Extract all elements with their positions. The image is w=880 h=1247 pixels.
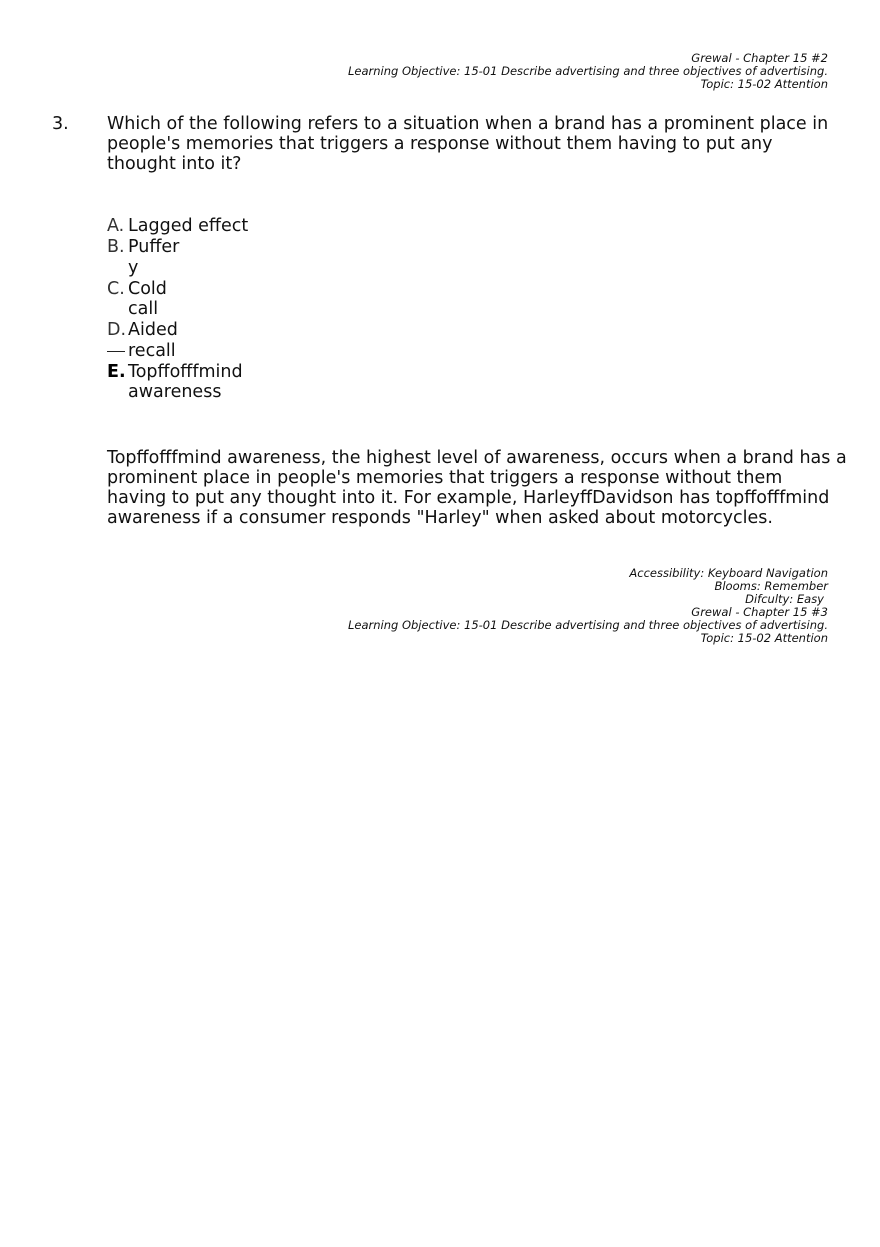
answer-options bbox=[107, 216, 258, 403]
answer-explanation: Topffofffmind awareness, the highest level of awareness, occurs when a brand has a prominent place in people's memories that triggers a response without them having to put any thought into it. For example, HarleyffDavidson has topffofffmind awareness if a consumer responds "Harley" when asked about motorcycles. bbox=[107, 448, 847, 528]
option-letter: C. bbox=[107, 278, 125, 299]
option-d bbox=[107, 320, 258, 361]
accessibility-label: Accessibility: Keyboard Navigation bbox=[629, 566, 828, 580]
option-text: Aided recall bbox=[128, 320, 178, 361]
question-number: 3. bbox=[52, 114, 69, 134]
topic-label: Topic: 15-02 Attention bbox=[700, 631, 828, 645]
footer-metadata bbox=[348, 567, 828, 645]
answer-blank-line bbox=[107, 351, 125, 352]
option-text: Cold call bbox=[128, 278, 167, 319]
option-letter-correct: E. bbox=[107, 361, 126, 382]
difficulty-label: Difculty: Easy bbox=[745, 592, 824, 606]
option-a bbox=[107, 216, 258, 237]
option-letter: A. bbox=[107, 216, 125, 236]
blooms-label: Blooms: Remember bbox=[714, 579, 828, 593]
option-b bbox=[107, 237, 182, 278]
option-letter: D. bbox=[107, 320, 127, 340]
source-label: Grewal - Chapter 15 #3 bbox=[691, 605, 828, 619]
header-metadata bbox=[348, 52, 828, 91]
option-letter: B. bbox=[107, 237, 125, 257]
option-e bbox=[107, 362, 258, 403]
option-text: Puffer y bbox=[128, 237, 180, 278]
option-text: Lagged effect bbox=[128, 216, 249, 236]
option-text: Topffofffmind awareness bbox=[128, 361, 243, 402]
learning-objective: Learning Objective: 15-01 Describe advertising and three objectives of advertising. bbox=[347, 618, 828, 632]
option-c bbox=[107, 279, 258, 320]
learning-objective: Learning Objective: 15-01 Describe advertising and three objectives of advertising. bbox=[347, 64, 828, 78]
topic-label: Topic: 15-02 Attention bbox=[700, 77, 828, 91]
question-text: Which of the following refers to a situation when a brand has a prominent place in people's memories that triggers a response without them having to put any thought into it? bbox=[107, 114, 829, 174]
source-label: Grewal - Chapter 15 #2 bbox=[691, 51, 828, 65]
